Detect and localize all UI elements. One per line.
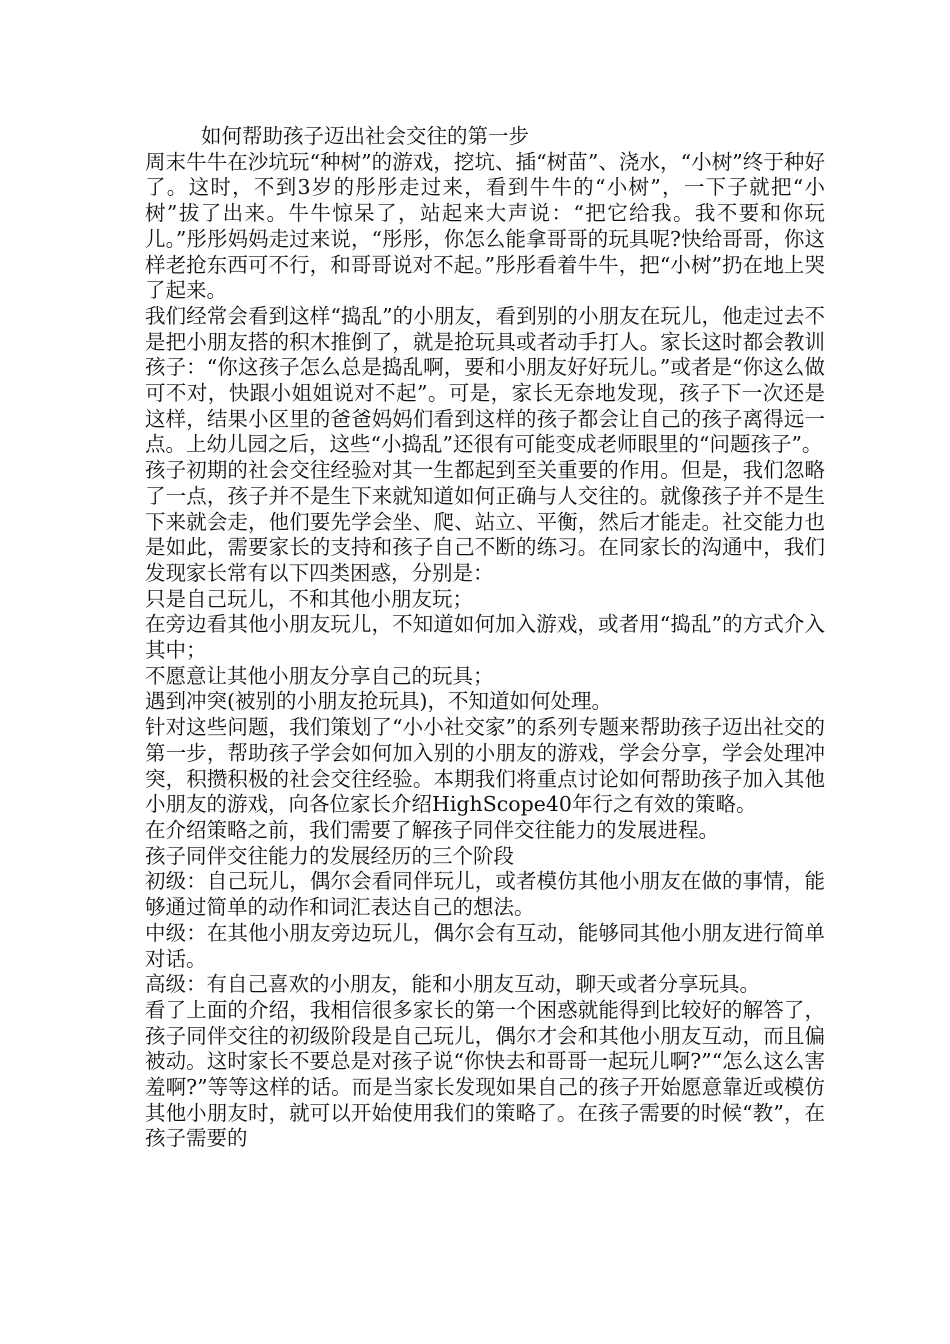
list-item-confusion-3: 不愿意让其他小朋友分享自己的玩具； — [145, 663, 494, 688]
list-item-confusion-2: 在旁边看其他小朋友玩儿，不知道如何加入游戏，或者用“捣乱”的方式介入其中； — [145, 612, 825, 663]
document-body — [145, 124, 825, 1152]
document-title: 如何帮助孩子迈出社会交往的第一步 — [201, 124, 529, 148]
stage-beginner: 初级：自己玩儿，偶尔会看同伴玩儿，或者模仿其他小朋友在做的事情，能够通过简单的动作和词汇表达自己的想法。 — [145, 869, 825, 920]
section-heading-stages: 孩子同伴交往能力的发展经历的三个阶段 — [145, 843, 514, 868]
list-item-confusion-4: 遇到冲突(被别的小朋友抢玩具)，不知道如何处理。 — [145, 689, 612, 714]
paragraph-troublemaker: 我们经常会看到这样“捣乱”的小朋友，看到别的小朋友在玩儿，他走过去不是把小朋友搭的积木推倒了，就是抢玩具或者动手打人。家长这时都会教训孩子：“你这孩子怎么总是捣乱啊，要和小朋友好好玩儿。”或者是“你这么做可不对，快跟小姐姐说对不起”。可是，家长无奈地发现，孩子下一次还是这样，结果小区里的爸爸妈妈们看到这样的孩子都会让自己的孩子离得远一点。上幼儿园之后，这些“小捣乱”还很有可能变成老师眼里的“问题孩子”。 — [145, 303, 825, 457]
paragraph-series-intro: 针对这些问题，我们策划了“小小社交家”的系列专题来帮助孩子迈出社交的第一步，帮助孩子学会如何加入别的小朋友的游戏，学会分享，学会处理冲突，积攒积极的社会交往经验。本期我们将重点讨论如何帮助孩子加入其他小朋友的游戏，向各位家长介绍HighScope40年行之有效的策略。 — [145, 715, 825, 817]
stage-advanced: 高级：有自己喜欢的小朋友，能和小朋友互动，聊天或者分享玩具。 — [145, 972, 760, 997]
stage-intermediate: 中级：在其他小朋友旁边玩儿，偶尔会有互动，能够同其他小朋友进行简单对话。 — [145, 920, 825, 971]
paragraph-story: 周末牛牛在沙坑玩“种树”的游戏，挖坑、插“树苗”、浇水，“小树”终于种好了。这时，不到3岁的彤彤走过来，看到牛牛的“小树”，一下子就把“小树”拔了出来。牛牛惊呆了，站起来大声说：“把它给我。我不要和你玩儿。”彤彤妈妈走过来说，“彤彤，你怎么能拿哥哥的玩具呢?快给哥哥，你这样老抢东西可不行，和哥哥说对不起。”彤彤看着牛牛，把“小树”扔在地上哭了起来。 — [145, 149, 825, 303]
list-item-confusion-1: 只是自己玩儿，不和其他小朋友玩； — [145, 586, 473, 611]
paragraph-before-strategy: 在介绍策略之前，我们需要了解孩子同伴交往能力的发展进程。 — [145, 817, 719, 842]
paragraph-advice: 看了上面的介绍，我相信很多家长的第一个困惑就能得到比较好的解答了，孩子同伴交往的初级阶段是自己玩儿，偶尔才会和其他小朋友互动，而且偏被动。这时家长不要总是对孩子说“你快去和哥哥一起玩儿啊?”“怎么这么害羞啊?”等等这样的话。而是当家长发现如果自己的孩子开始愿意靠近或模仿其他小朋友时，就可以开始使用我们的策略了。在孩子需要的时候“教”，在孩子需要的 — [145, 997, 825, 1151]
paragraph-importance: 孩子初期的社会交往经验对其一生都起到至关重要的作用。但是，我们忽略了一点，孩子并不是生下来就知道如何正确与人交往的。就像孩子并不是生下来就会走，他们要先学会坐、爬、站立、平衡，然后才能走。社交能力也是如此，需要家长的支持和孩子自己不断的练习。在同家长的沟通中，我们发现家长常有以下四类困惑，分别是： — [145, 458, 825, 585]
